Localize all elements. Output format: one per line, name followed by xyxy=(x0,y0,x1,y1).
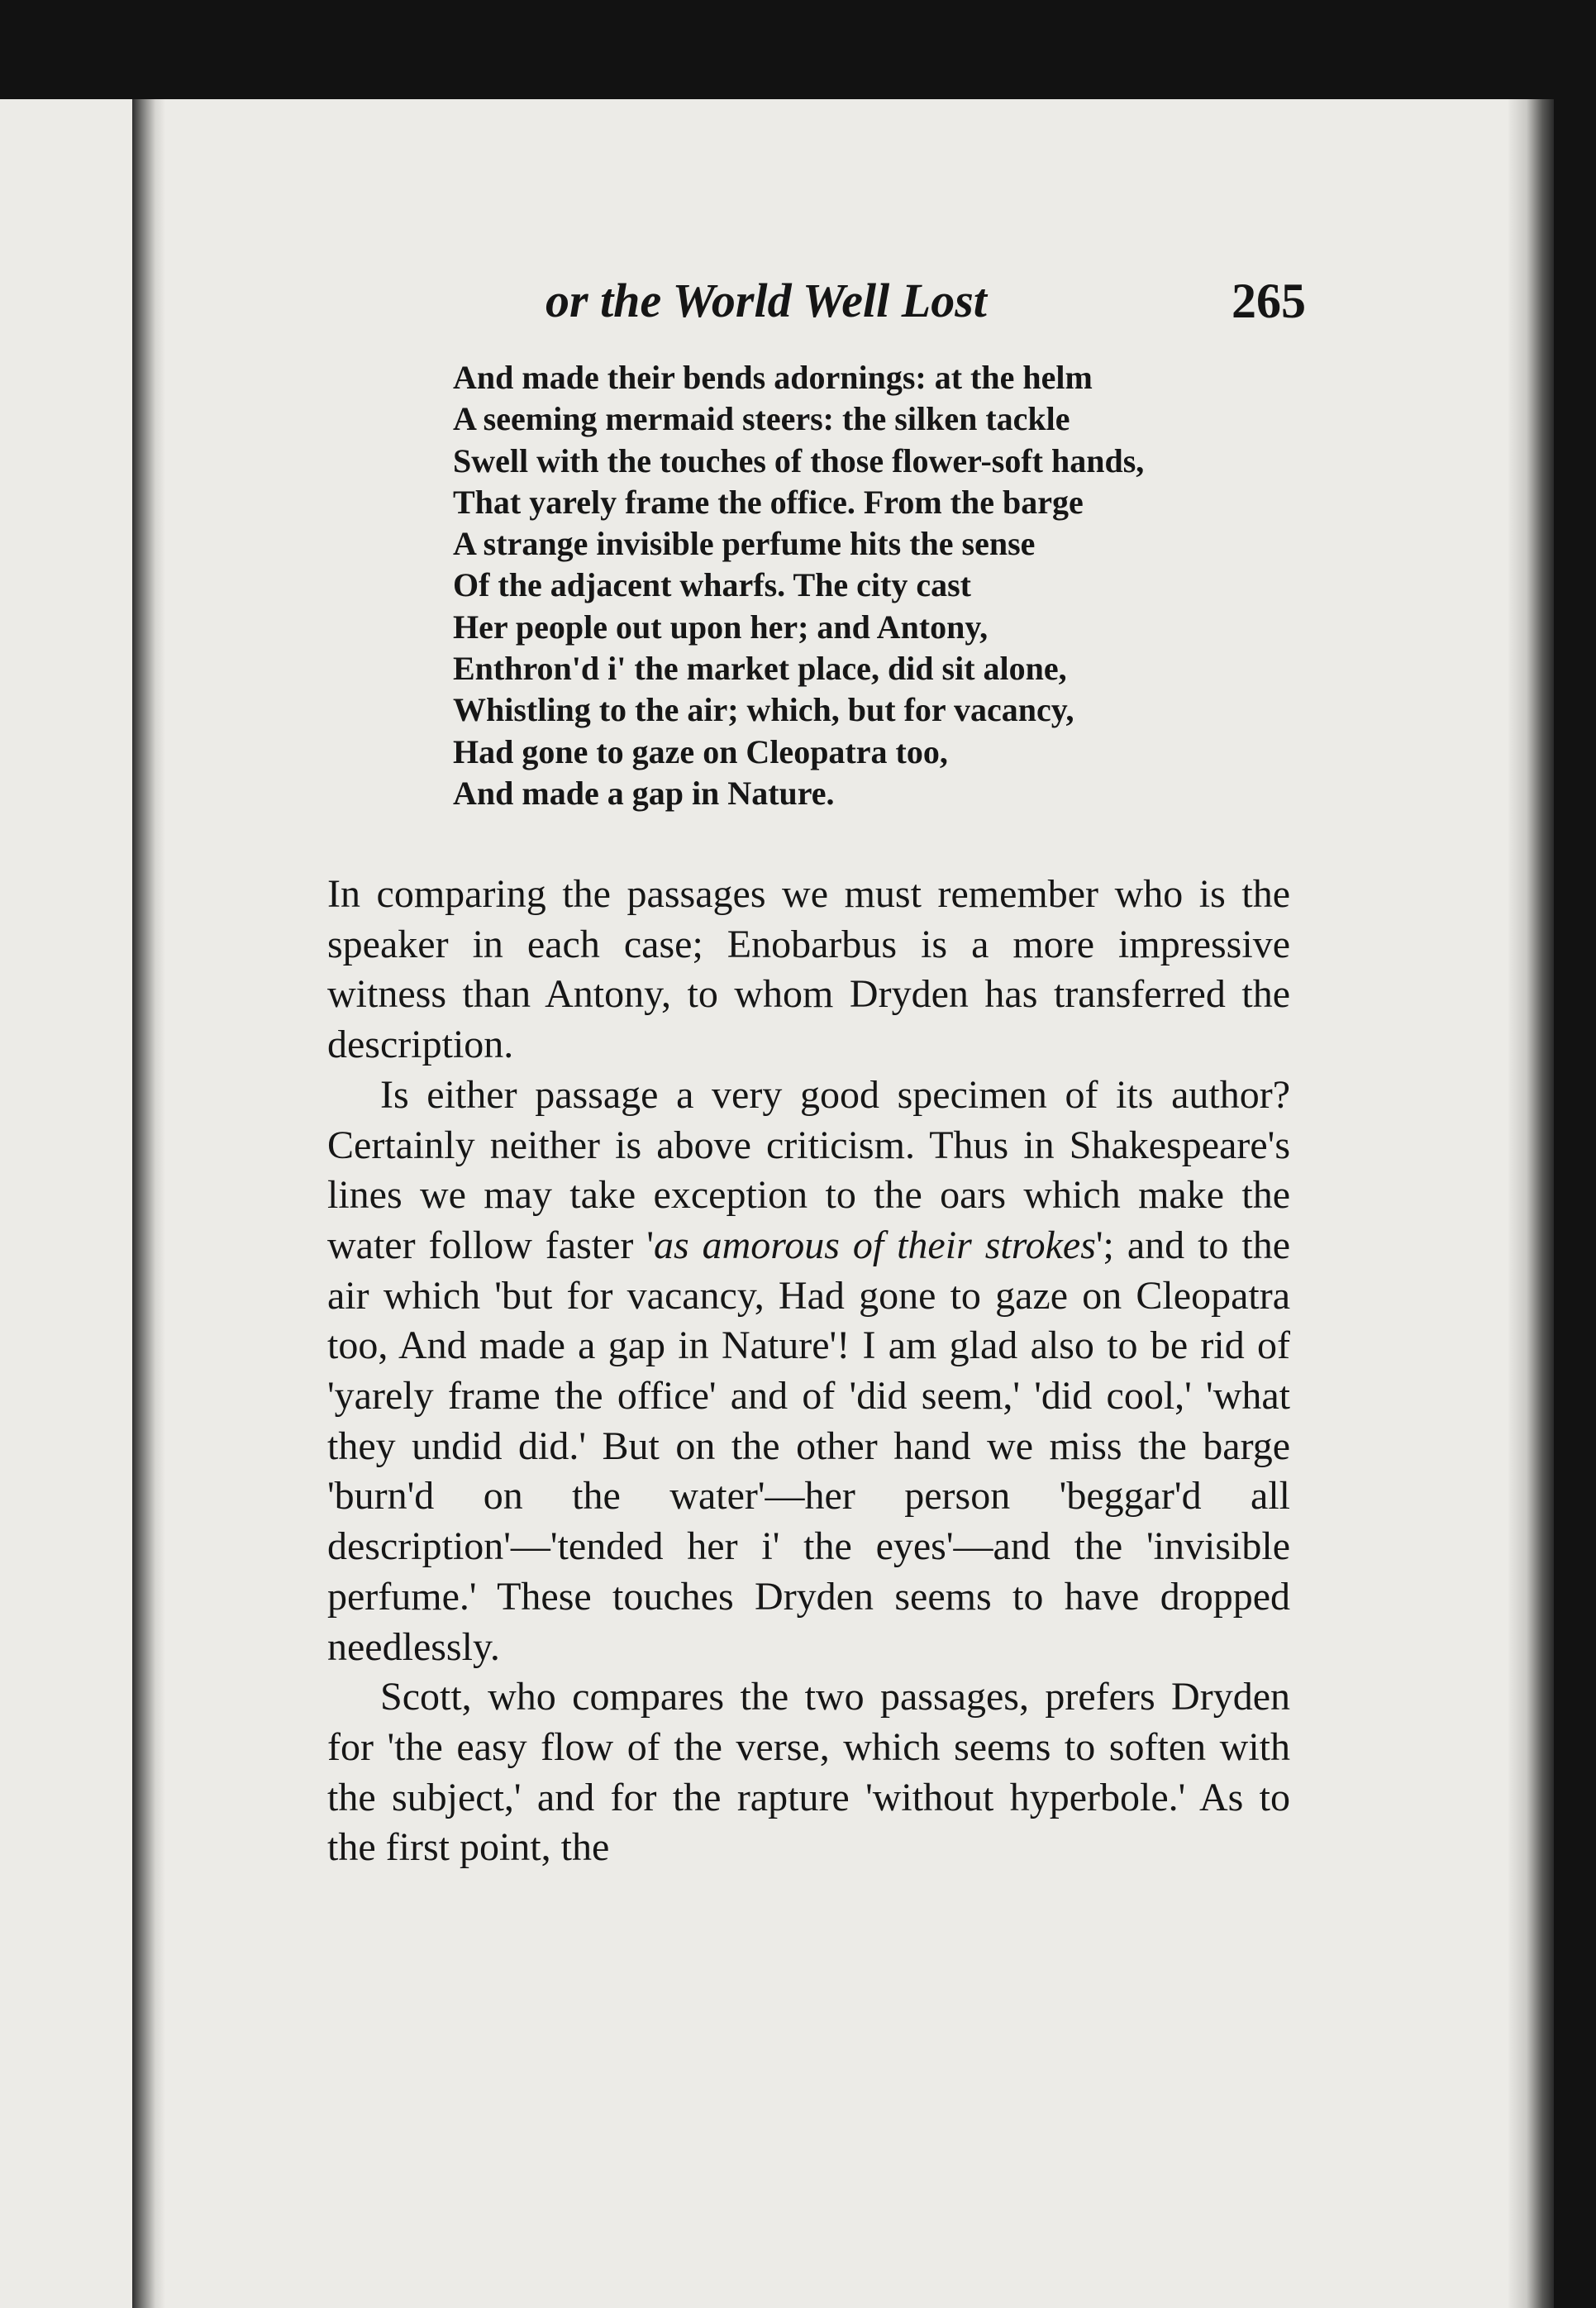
verse-line: A strange invisible perfume hits the sense xyxy=(453,525,1036,563)
running-title: or the World Well Lost xyxy=(545,274,987,327)
verse-quotation xyxy=(453,357,1296,814)
book-gutter xyxy=(132,99,165,2308)
verse-line: Whistling to the air; which, but for vacancy, xyxy=(453,691,1074,729)
italic-quotation: as amorous of their strokes xyxy=(654,1223,1096,1267)
body-text xyxy=(327,870,1290,1873)
verse-line: Enthron'd i' the market place, did sit alone, xyxy=(453,650,1067,688)
paragraph-comparing: In comparing the passages we must remember who is the speaker in each case; Enobarbus is a more impressive witness than Antony, to whom Dryden has transferred the description. xyxy=(327,872,1290,1067)
running-head xyxy=(545,273,1322,347)
paragraph-text: Is either passage a very good specimen of its author? Certainly neither is above criticism. Thus in Shakespeare's lines we may take exception to the oars which make the water follow faster ' xyxy=(327,1072,1290,1267)
page-edge-shadow xyxy=(1508,99,1554,2308)
verse-line: Swell with the touches of those flower-soft hands, xyxy=(453,441,1145,479)
verse-line: A seeming mermaid steers: the silken tackle xyxy=(453,400,1070,438)
paragraph-specimen xyxy=(327,1071,1290,1672)
verse-line: Her people out upon her; and Antony, xyxy=(453,608,989,646)
paragraph-text: '; and to the air which 'but for vacancy, Had gone to gaze on Cleopatra too, And made a gap in Nature'! I am glad also to be rid of 'yarely frame the office' and of 'did seem,' 'did cool,' 'what they undid did.' But on the other hand we miss the barge 'burn'd on the water'—her person 'beggar'd all description'—'tended her i' the eyes'—and the 'invisible perfume.' These touches Dryden seems to have dropped needlessly. xyxy=(327,1223,1291,1669)
verse-line: That yarely frame the office. From the barge xyxy=(453,483,1084,521)
verse-line: Of the adjacent wharfs. The city cast xyxy=(453,566,971,604)
page-number: 265 xyxy=(1232,274,1306,328)
verse-line: And made their bends adornings: at the helm xyxy=(453,359,1093,396)
paragraph-scott: Scott, who compares the two passages, prefers Dryden for 'the easy flow of the verse, which seems to soften with the subject,' and for the rapture 'without hyperbole.' As to the first point, the xyxy=(327,1675,1290,1870)
verse-line: And made a gap in Nature. xyxy=(453,774,835,812)
verse-line: Had gone to gaze on Cleopatra too, xyxy=(453,732,948,770)
